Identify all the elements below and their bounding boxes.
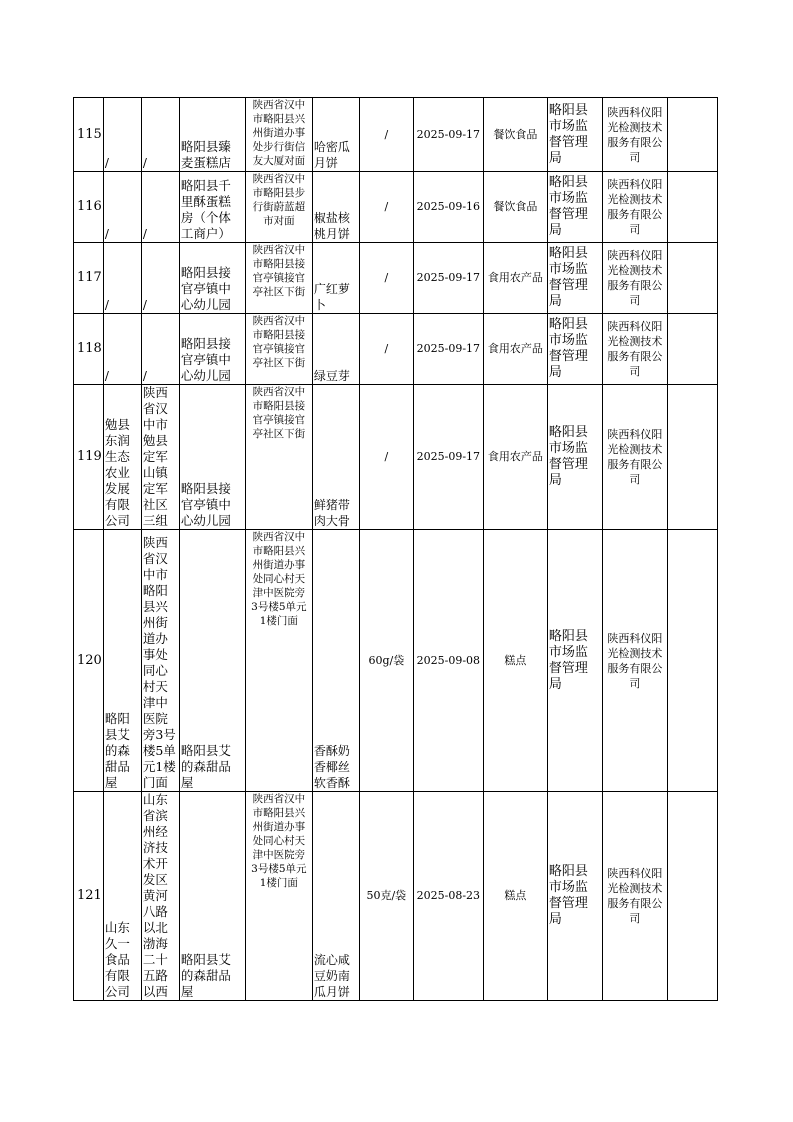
task-authority: 略阳县 市场监 督管理 局 xyxy=(548,425,588,488)
production-date: 2025-08-23 xyxy=(416,889,481,902)
seller-name-cell xyxy=(179,385,245,530)
specification-cell xyxy=(359,314,413,385)
row-number: 116 xyxy=(77,199,102,214)
producer-address: / xyxy=(142,227,147,241)
row-number: 117 xyxy=(77,270,102,285)
remarks-cell xyxy=(667,98,717,172)
product-name-cell xyxy=(312,98,359,172)
specification-cell xyxy=(359,98,413,172)
producer-address-cell xyxy=(141,792,179,1001)
seller-address-cell xyxy=(245,792,312,1001)
producer-name-cell xyxy=(103,385,141,530)
production-date-cell xyxy=(413,314,483,385)
food-category-cell xyxy=(483,792,547,1001)
row-number: 115 xyxy=(77,126,102,142)
seller-name: 略阳县千 里酥蛋糕 房（个体 工商户） xyxy=(180,178,231,241)
seller-address: 陕西省汉中 市略阳县接 官亭镇接官 亭社区下街 xyxy=(252,315,306,369)
producer-name: / xyxy=(104,369,109,383)
production-date-cell xyxy=(413,98,483,172)
food-category: 糕点 xyxy=(504,889,527,902)
product-name-cell xyxy=(312,172,359,243)
seller-name-cell xyxy=(179,314,245,385)
producer-address: / xyxy=(142,298,147,312)
seller-address: 陕西省汉中 市略阳县步 行街蔚蓝超 市对面 xyxy=(252,173,306,227)
seller-name: 略阳县接 官亭镇中 心幼儿园 xyxy=(180,265,231,312)
row-number-cell xyxy=(74,243,104,314)
task-authority-cell xyxy=(547,314,602,385)
task-authority: 略阳县 市场监 督管理 局 xyxy=(548,246,588,309)
producer-address: 山东 省滨 州经 济技 术开 发区 黄河 八路 以北 渤海 二十 五路 以西 xyxy=(142,792,168,999)
remarks-cell xyxy=(667,530,717,792)
specification-cell xyxy=(359,792,413,1001)
producer-name: 略阳 县艾 的森 甜品 屋 xyxy=(104,711,130,790)
producer-name-cell xyxy=(103,172,141,243)
task-authority-cell xyxy=(547,243,602,314)
row-number-cell xyxy=(74,385,104,530)
specification: / xyxy=(384,200,389,213)
specification: 60g/袋 xyxy=(368,653,405,667)
producer-address: 陕西 省汉 中市 略阳 县兴 州街 道办 事处 同心 村天 津中 医院 旁3号 楼5单 元1楼 门面 xyxy=(142,535,176,790)
task-authority-cell xyxy=(547,98,602,172)
food-category: 食用农产品 xyxy=(487,450,543,463)
remarks-cell xyxy=(667,792,717,1001)
seller-address: 陕西省汉中 市略阳县兴 州街道办事 处同心村天 津中医院旁 3号楼5单元 1楼门面 xyxy=(251,793,307,889)
specification: 50克/袋 xyxy=(366,889,407,902)
inspection-agency: 陕西科仪阳 光检测技术 服务有限公 司 xyxy=(607,178,663,236)
producer-name: / xyxy=(104,298,109,312)
task-authority-cell xyxy=(547,792,602,1001)
product-name-cell xyxy=(312,243,359,314)
production-date: 2025-09-17 xyxy=(416,450,481,463)
specification: / xyxy=(384,342,389,355)
producer-name-cell xyxy=(103,530,141,792)
task-authority: 略阳县 市场监 督管理 局 xyxy=(548,628,588,692)
production-date: 2025-09-08 xyxy=(416,653,481,667)
seller-address: 陕西省汉中 市略阳县兴 州街道办事 处步行街信 友大厦对面 xyxy=(252,99,306,167)
inspection-agency: 陕西科仪阳 光检测技术 服务有限公 司 xyxy=(607,867,663,925)
production-date-cell xyxy=(413,172,483,243)
seller-name-cell xyxy=(179,243,245,314)
inspection-agency: 陕西科仪阳 光检测技术 服务有限公 司 xyxy=(607,249,663,307)
food-category-cell xyxy=(483,385,547,530)
producer-address: / xyxy=(142,369,147,383)
product-name: 绿豆芽 xyxy=(313,369,350,383)
seller-address-cell xyxy=(245,243,312,314)
sampling-results-table xyxy=(73,97,718,1001)
seller-name: 略阳县接 官亭镇中 心幼儿园 xyxy=(180,336,231,383)
producer-name: / xyxy=(104,156,109,170)
producer-address-cell xyxy=(141,385,179,530)
inspection-agency: 陕西科仪阳 光检测技术 服务有限公 司 xyxy=(607,428,663,486)
row-number: 118 xyxy=(77,341,102,356)
table-row xyxy=(74,385,718,530)
specification-cell xyxy=(359,385,413,530)
seller-name: 略阳县艾 的森甜品 屋 xyxy=(180,743,231,790)
specification: / xyxy=(384,271,389,284)
seller-name-cell xyxy=(179,172,245,243)
production-date-cell xyxy=(413,792,483,1001)
production-date-cell xyxy=(413,530,483,792)
production-date: 2025-09-17 xyxy=(416,127,481,141)
producer-address: 陕西 省汉 中市 勉县 定军 山镇 定军 社区 三组 xyxy=(142,385,168,528)
task-authority: 略阳县 市场监 督管理 局 xyxy=(548,317,588,380)
food-category-cell xyxy=(483,530,547,792)
specification-cell xyxy=(359,243,413,314)
row-number: 119 xyxy=(77,449,102,464)
row-number-cell xyxy=(74,98,104,172)
inspection-agency: 陕西科仪阳 光检测技术 服务有限公 司 xyxy=(607,105,663,164)
table-row xyxy=(74,172,718,243)
inspection-agency-cell xyxy=(602,314,667,385)
food-category: 食用农产品 xyxy=(487,271,543,284)
table-body xyxy=(74,98,718,1001)
food-category-cell xyxy=(483,98,547,172)
producer-name-cell xyxy=(103,243,141,314)
table-row xyxy=(74,314,718,385)
producer-address-cell xyxy=(141,314,179,385)
row-number-cell xyxy=(74,530,104,792)
inspection-agency: 陕西科仪阳 光检测技术 服务有限公 司 xyxy=(607,320,663,378)
task-authority-cell xyxy=(547,385,602,530)
seller-address-cell xyxy=(245,98,312,172)
seller-name: 略阳县接 官亭镇中 心幼儿园 xyxy=(180,481,231,528)
producer-address: / xyxy=(142,156,147,170)
producer-name-cell xyxy=(103,792,141,1001)
remarks-cell xyxy=(667,314,717,385)
inspection-agency-cell xyxy=(602,243,667,314)
producer-name-cell xyxy=(103,98,141,172)
product-name-cell xyxy=(312,792,359,1001)
row-number-cell xyxy=(74,792,104,1001)
food-category: 餐饮食品 xyxy=(493,200,538,213)
specification: / xyxy=(384,127,389,141)
seller-address-cell xyxy=(245,172,312,243)
product-name: 广红萝 卜 xyxy=(313,282,350,312)
inspection-agency-cell xyxy=(602,98,667,172)
table-row xyxy=(74,98,718,172)
food-category-cell xyxy=(483,172,547,243)
product-name-cell xyxy=(312,530,359,792)
producer-address-cell xyxy=(141,243,179,314)
food-category-cell xyxy=(483,314,547,385)
production-date: 2025-09-17 xyxy=(416,342,481,355)
seller-name: 略阳县臻 麦蛋糕店 xyxy=(180,139,231,170)
task-authority: 略阳县 市场监 督管理 局 xyxy=(548,102,588,166)
table-row xyxy=(74,243,718,314)
product-name: 流心咸 豆奶南 瓜月饼 xyxy=(313,953,350,999)
task-authority-cell xyxy=(547,172,602,243)
inspection-agency: 陕西科仪阳 光检测技术 服务有限公 司 xyxy=(607,631,663,690)
seller-name-cell xyxy=(179,530,245,792)
row-number-cell xyxy=(74,172,104,243)
inspection-agency-cell xyxy=(602,792,667,1001)
product-name: 椒盐核 桃月饼 xyxy=(313,211,350,241)
producer-address-cell xyxy=(141,530,179,792)
row-number: 121 xyxy=(77,888,102,903)
seller-name: 略阳县艾 的森甜品 屋 xyxy=(180,952,231,999)
inspection-agency-cell xyxy=(602,172,667,243)
product-name: 香酥奶 香椰丝 软香酥 xyxy=(313,744,350,790)
product-name-cell xyxy=(312,385,359,530)
food-category: 糕点 xyxy=(504,653,527,667)
food-category: 食用农产品 xyxy=(487,342,543,355)
seller-address: 陕西省汉中 市略阳县接 官亭镇接官 亭社区下街 xyxy=(252,386,306,440)
specification-cell xyxy=(359,172,413,243)
seller-name-cell xyxy=(179,792,245,1001)
seller-name-cell xyxy=(179,98,245,172)
table-row xyxy=(74,792,718,1001)
food-category: 餐饮食品 xyxy=(493,127,538,141)
table-row xyxy=(74,530,718,792)
food-category-cell xyxy=(483,243,547,314)
task-authority: 略阳县 市场监 督管理 局 xyxy=(548,175,588,238)
product-name: 鲜猪带 肉大骨 xyxy=(313,498,350,528)
production-date: 2025-09-17 xyxy=(416,271,481,284)
producer-name: 山东 久一 食品 有限 公司 xyxy=(104,920,130,999)
inspection-agency-cell xyxy=(602,530,667,792)
producer-name: 勉县 东润 生态 农业 发展 有限 公司 xyxy=(104,417,130,528)
row-number: 120 xyxy=(77,652,102,668)
production-date: 2025-09-16 xyxy=(416,200,481,213)
production-date-cell xyxy=(413,385,483,530)
seller-address: 陕西省汉中 市略阳县兴 州街道办事 处同心村天 津中医院旁 3号楼5单元 1楼门面 xyxy=(251,531,307,627)
seller-address-cell xyxy=(245,385,312,530)
remarks-cell xyxy=(667,172,717,243)
producer-name: / xyxy=(104,227,109,241)
producer-address-cell xyxy=(141,98,179,172)
producer-name-cell xyxy=(103,314,141,385)
producer-address-cell xyxy=(141,172,179,243)
seller-address-cell xyxy=(245,314,312,385)
specification: / xyxy=(384,450,389,463)
remarks-cell xyxy=(667,385,717,530)
row-number-cell xyxy=(74,314,104,385)
task-authority: 略阳县 市场监 督管理 局 xyxy=(548,864,588,927)
task-authority-cell xyxy=(547,530,602,792)
seller-address-cell xyxy=(245,530,312,792)
inspection-agency-cell xyxy=(602,385,667,530)
product-name-cell xyxy=(312,314,359,385)
seller-address: 陕西省汉中 市略阳县接 官亭镇接官 亭社区下街 xyxy=(252,244,306,298)
production-date-cell xyxy=(413,243,483,314)
remarks-cell xyxy=(667,243,717,314)
product-name: 哈密瓜 月饼 xyxy=(313,140,350,170)
specification-cell xyxy=(359,530,413,792)
